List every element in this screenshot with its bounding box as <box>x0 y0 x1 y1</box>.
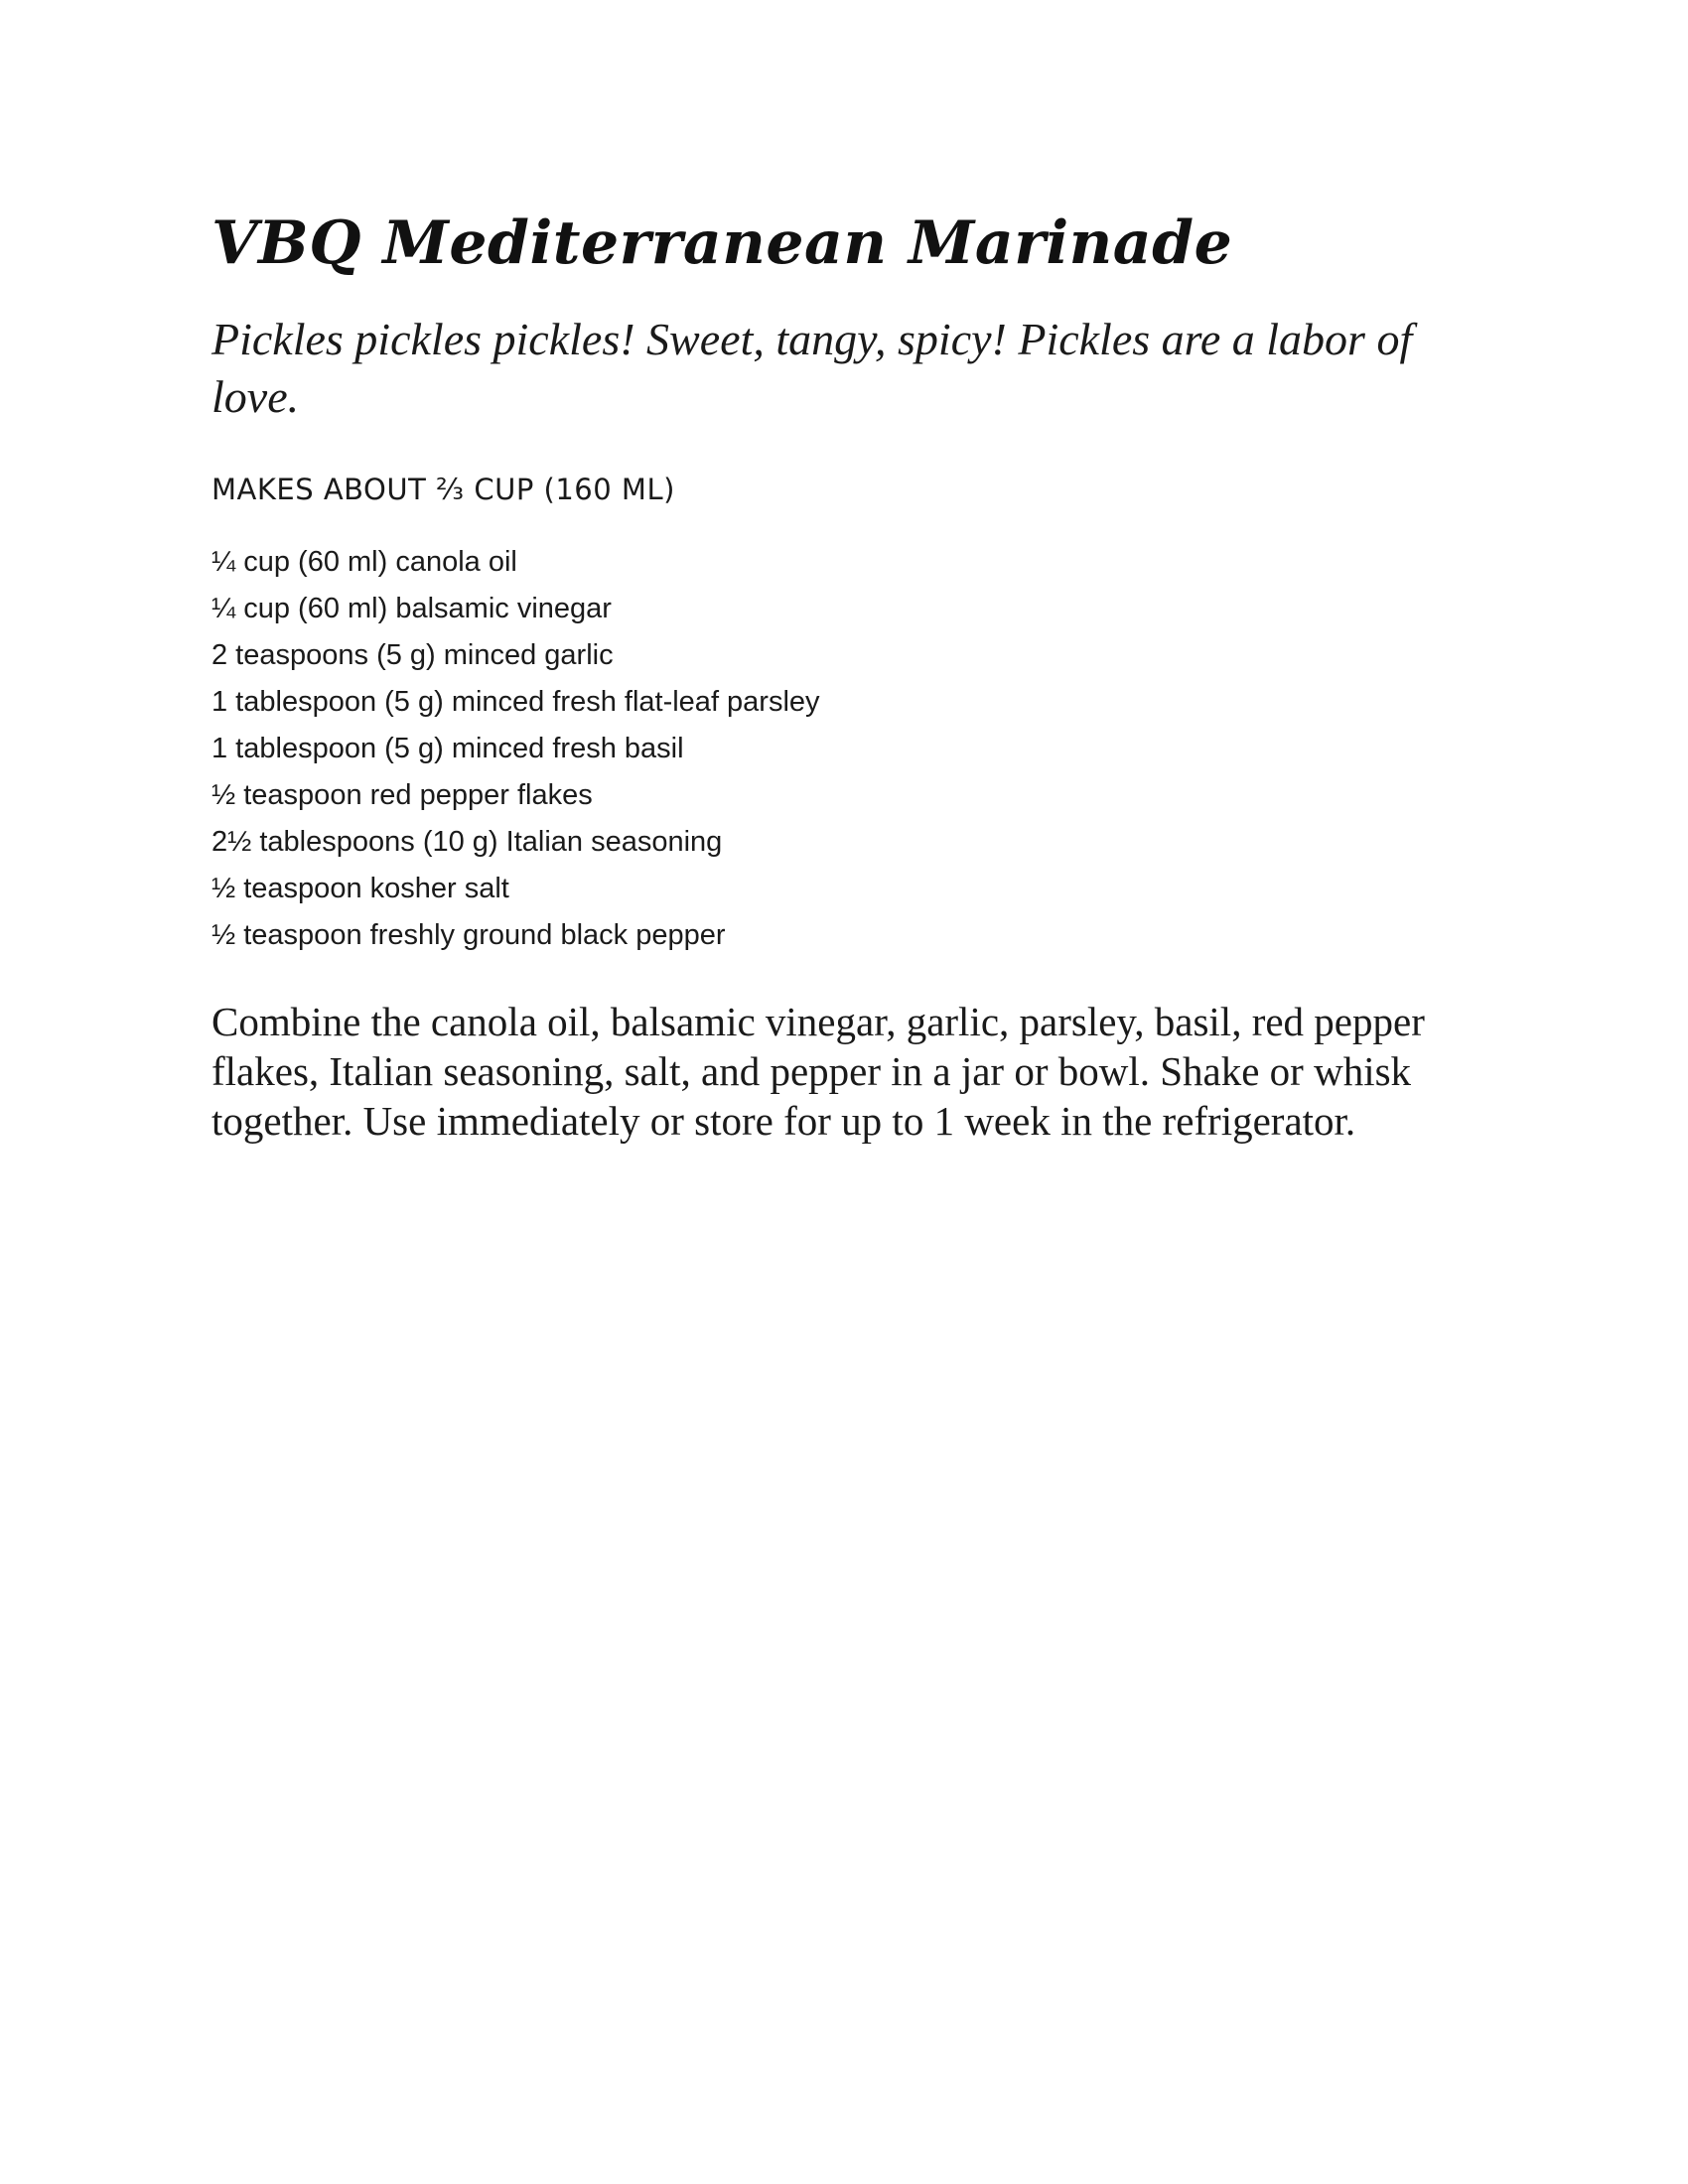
ingredient-item: 1 tablespoon (5 g) minced fresh basil <box>211 733 684 764</box>
ingredient-list <box>211 539 1492 959</box>
recipe-yield: MAKES ABOUT ⅔ CUP (160 ML) <box>211 473 675 506</box>
ingredient-item: ¼ cup (60 ml) canola oil <box>211 546 517 578</box>
ingredient-item: ½ teaspoon kosher salt <box>211 873 509 904</box>
ingredient-item: 2½ tablespoons (10 g) Italian seasoning <box>211 826 723 858</box>
recipe-directions: Combine the canola oil, balsamic vinegar, garlic, parsley, basil, red pepper flakes, Italian seasoning, salt, and pepper in a jar or bowl. Shake or whisk together. Use immediately or store for up to 1 week in the refrigerator. <box>211 999 1425 1144</box>
ingredient-item: 1 tablespoon (5 g) minced fresh flat-leaf parsley <box>211 686 820 718</box>
recipe-page <box>211 204 1492 1146</box>
ingredient-item: 2 teaspoons (5 g) minced garlic <box>211 639 614 671</box>
ingredient-item: ½ teaspoon freshly ground black pepper <box>211 919 726 951</box>
recipe-title: VBQ Mediterranean Marinade <box>211 208 1233 278</box>
ingredient-item: ¼ cup (60 ml) balsamic vinegar <box>211 593 612 624</box>
ingredient-item: ½ teaspoon red pepper flakes <box>211 779 593 811</box>
recipe-subtitle: Pickles pickles pickles! Sweet, tangy, spicy! Pickles are a labor of love. <box>211 314 1413 422</box>
